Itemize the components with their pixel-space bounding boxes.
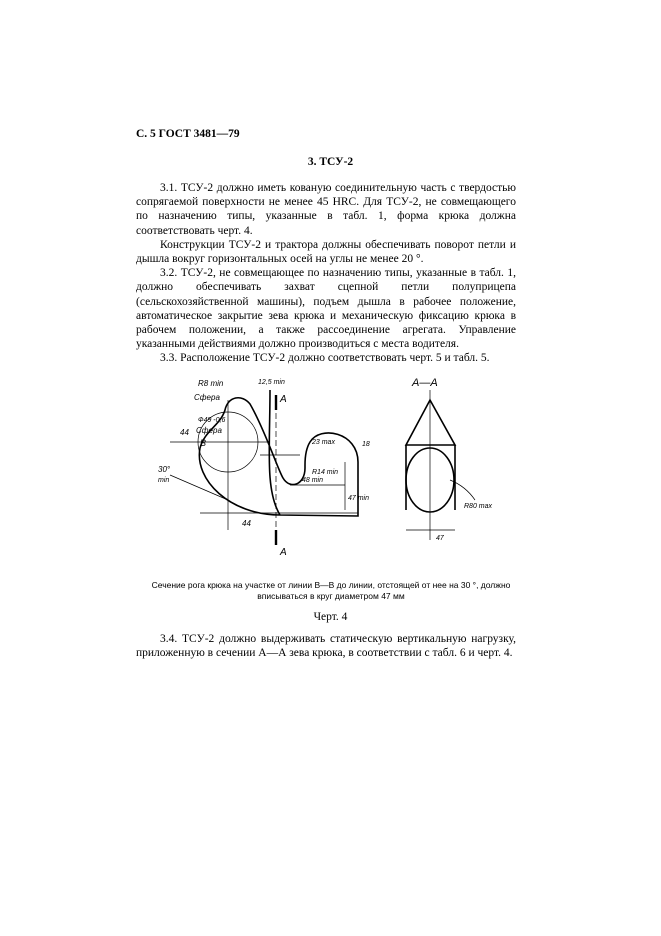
paragraph: 3.3. Расположение ТСУ-2 должно соответствовать черт. 5 и табл. 5. [160,352,490,365]
label-r80: R80 max [464,503,493,510]
paragraph: 3.1. ТСУ-2 должно иметь кованую соединительную часть с твердостью сопрягаемой поверхности не менее 45 HRC. Для ТСУ-2, не совмещающего по назначению типы, указанные в табл. 1, форма крюка должна соответствовать черт. 4. [136,182,516,237]
section-view [406,400,455,512]
figure-label: Черт. 4 [313,611,348,623]
label-47min: 47 min [348,495,370,502]
paragraph: Конструкции ТСУ-2 и трактора должны обеспечивать поворот петли и дышла вокруг горизонтальных осей на углы не менее 20 °. [136,238,516,266]
label-a-top: А [280,394,287,405]
label-23max: 23 max [312,439,335,446]
paragraph: 3.4. ТСУ-2 должно выдерживать статическую вертикальную нагрузку, приложенную в сечении А—А зева крюка, в соответствии с табл. 6 и черт. 4. [136,633,516,660]
label-44: 44 [242,519,251,528]
text-block-bottom [136,632,516,660]
section-title: 3. ТСУ-2 [307,156,354,168]
technical-drawing [130,370,530,570]
label-48min: 48 min [302,477,324,484]
dim-line [170,475,228,500]
label-47: 47 [436,535,444,542]
paragraph: 3.2. ТСУ-2, не совмещающее по назначению типы, указанные в табл. 1, должно обеспечивать захват сцепной петли полуприцепа (сельскохозяйственной машины), подъем дышла в рабочее положение, автоматическое закрытие зева крюка и механическую фиксацию крюка в рабочем положении, а также рассоединение агрегата. Управление указанными действиями должно производиться с места водителя. [136,267,516,351]
hook-outline [199,390,358,516]
label-min: min [158,477,170,484]
text-block-top [136,181,516,366]
label-12-5: 12,5 min [258,379,285,386]
label-sphere: Сфера [194,393,220,402]
label-b: В [200,438,207,448]
label-a-bottom: А [280,547,287,558]
label-sphere-2: Сфера [196,426,222,435]
figure-caption: Сечение рога крюка на участке от линии В—В до линии, отстоящей от нее на 30 °, должно вписываться в круг диаметром 47 мм [151,580,511,601]
label-section-aa: А—А [412,377,438,389]
section-dims [406,390,475,540]
label-r8: R8 min [198,379,224,388]
label-30deg: 30° [158,465,171,474]
label-18: 18 [362,441,370,448]
page-header: С. 5 ГОСТ 3481—79 [136,128,240,140]
label-r14: R14 min [312,469,339,476]
label-44-vertical: 44 [180,428,189,437]
label-phi: Ф49 -0,6 [198,417,226,424]
